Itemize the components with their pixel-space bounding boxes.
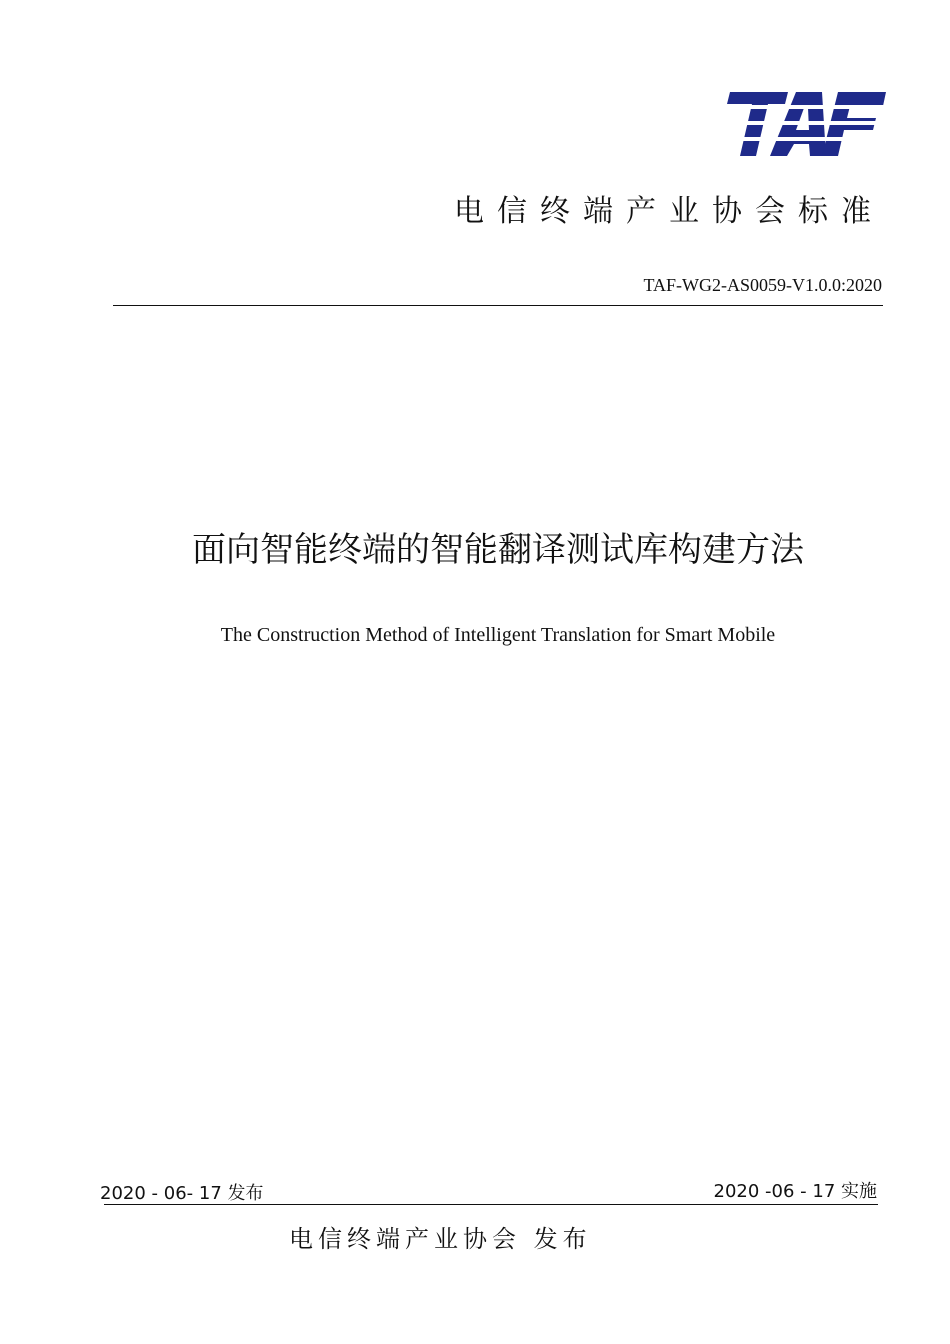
taf-logo — [718, 90, 888, 160]
publish-date: 2020 - 06- 17 发布 — [100, 1183, 264, 1204]
document-title-zh: 面向智能终端的智能翻译测试库构建方法 — [192, 530, 804, 570]
effective-date: 2020 -06 - 17 实施 — [713, 1181, 877, 1202]
document-title-en: The Construction Method of Intelligent Translation for Smart Mobile — [220, 624, 776, 646]
header-divider — [113, 305, 883, 306]
org-standard-title: 电信终端产业协会标准 — [454, 194, 884, 229]
publisher: 电信终端产业协会 发布 — [289, 1225, 592, 1253]
footer-divider — [104, 1204, 878, 1205]
standard-code: TAF-WG2-AS0059-V1.0.0:2020 — [643, 275, 882, 295]
